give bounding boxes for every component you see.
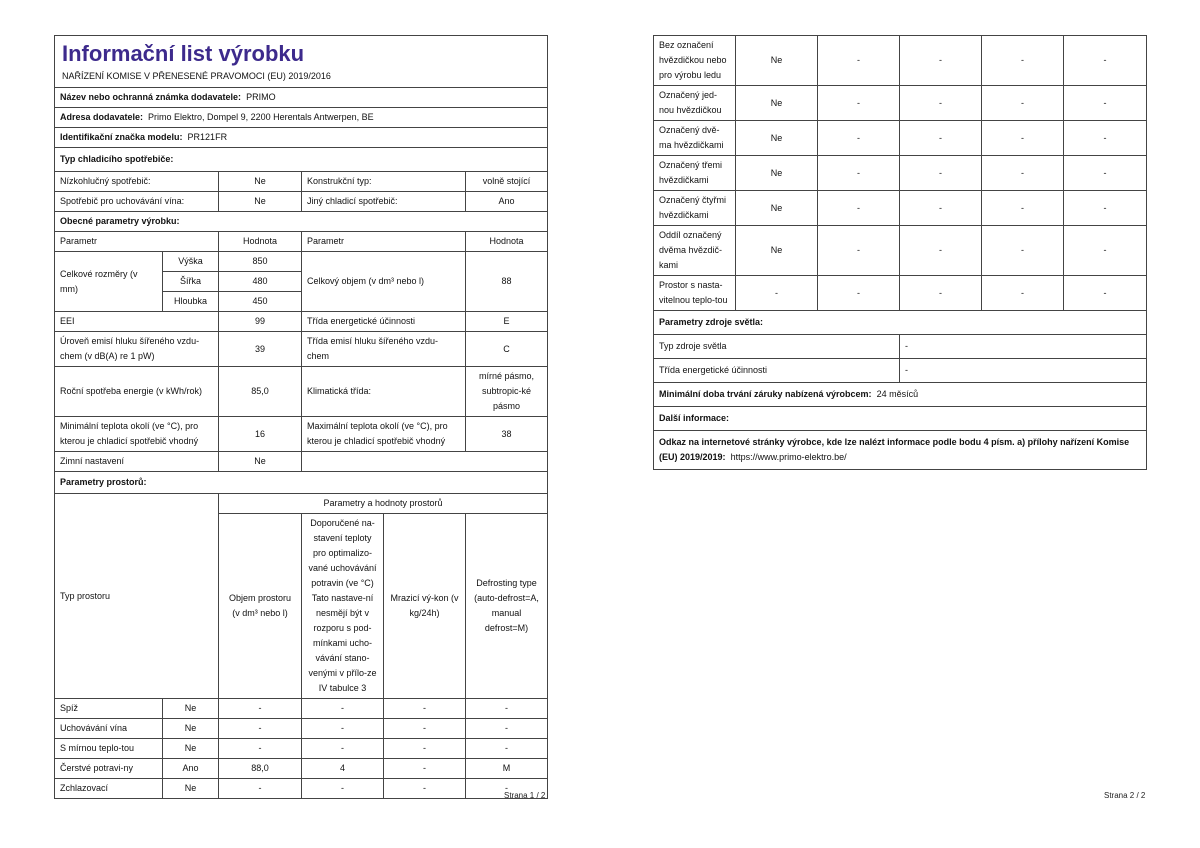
light-class-label: Třída energetické účinnosti [654,359,900,383]
compartment-volume: - [818,86,900,121]
compartment-temp: - [302,739,384,759]
model-label: Identifikační značka modelu: [60,132,183,142]
compartment-defrost: - [466,719,548,739]
depth-label: Hloubka [163,292,219,312]
compartment-present: Ne [163,699,219,719]
other-appliance-value: Ano [466,192,548,212]
other-appliance-label: Jiný chladicí spotřebič: [302,192,466,212]
compartment-defrost: - [1064,226,1147,276]
compartment-params-header: Parametry prostorů: [55,472,548,494]
min-ambient-temp-label: Minimální teplota okolí (ve °C), pro kterou je chladicí spotřebič vhodný [55,417,219,452]
compartment-freeze: - [982,191,1064,226]
compartment-row [654,86,1147,121]
compartment-present: Ne [163,779,219,799]
compartment-present: Ne [736,191,818,226]
compartment-freeze: - [384,739,466,759]
compartment-volume: - [818,191,900,226]
more-info-header: Další informace: [654,407,1147,431]
height-label: Výška [163,252,219,272]
compartment-name: Zchlazovací [55,779,163,799]
climate-class-label: Klimatická třída: [302,367,466,417]
compartment-present: Ne [736,86,818,121]
compartment-present: Ne [163,739,219,759]
compartment-freeze: - [982,36,1064,86]
noise-class-value: C [466,332,548,367]
supplier-value: PRIMO [246,92,276,102]
compartment-present: Ne [163,719,219,739]
compartment-temp: - [900,36,982,86]
page-number: Strana 1 / 2 [504,791,546,800]
compartment-name: Čerstvé potravi-ny [55,759,163,779]
width-label: Šířka [163,272,219,292]
model-row [55,128,548,148]
product-info-sheet-page-2 [653,35,1147,470]
manufacturer-link[interactable]: https://www.primo-elektro.be/ [730,452,847,462]
design-type-value: volně stojící [466,172,548,192]
compartment-volume: - [818,36,900,86]
compartment-freeze: - [982,156,1064,191]
value-column-header: Hodnota [219,232,302,252]
compartment-type-header: Typ prostoru [55,494,219,699]
compartment-volume: 88,0 [219,759,302,779]
compartment-present: Ne [736,156,818,191]
design-type-label: Konstrukční typ: [302,172,466,192]
climate-class-value: mírné pásmo, subtropic-ké pásmo [466,367,548,417]
param-column-header: Parametr [55,232,219,252]
compartment-name: Bez označení hvězdičkou nebo pro výrobu ledu [654,36,736,86]
compartment-volume: - [818,226,900,276]
compartment-volume: - [219,719,302,739]
annual-energy-value: 85,0 [219,367,302,417]
compartment-temp: - [900,226,982,276]
wine-storage-label: Spotřebič pro uchovávání vína: [55,192,219,212]
total-volume-label: Celkový objem (v dm³ nebo l) [302,252,466,312]
winter-setting-value: Ne [219,452,302,472]
recommended-temp-header: Doporučené na-stavení teploty pro optimalizo-vané uchovávání potravin (ve °C) Tato nastave-ní nesmějí být v rozporu s pod-mínkami ucho-vávání stano-venými v přílo-ze IV tabulce 3 [302,514,384,699]
regulation-reference: NAŘÍZENÍ KOMISE V PŘENESENÉ PRAVOMOCI (EU) 2019/2016 [55,69,548,88]
compartment-name: Oddíl označený dvěma hvězdič-kami [654,226,736,276]
low-noise-label: Nízkohlučný spotřebič: [55,172,219,192]
defrost-type-header: Defrosting type (auto-defrost=A, manual defrost=M) [466,514,548,699]
compartment-freeze: - [384,719,466,739]
energy-class-label: Třída energetické účinnosti [302,312,466,332]
compartment-row [55,719,548,739]
compartment-name: Označený dvě-ma hvězdičkami [654,121,736,156]
light-type-label: Typ zdroje světla [654,335,900,359]
appliance-type-header: Typ chladicího spotřebiče: [55,148,548,172]
compartment-present: - [736,276,818,311]
warranty-label: Minimální doba trvání záruky nabízená výrobcem: [659,389,872,399]
compartment-freeze: - [982,121,1064,156]
compartment-row [654,121,1147,156]
compartment-row [654,156,1147,191]
low-noise-value: Ne [219,172,302,192]
compartment-defrost: - [466,699,548,719]
compartment-row [654,226,1147,276]
compartment-row [55,759,548,779]
compartment-defrost: - [1064,276,1147,311]
compartment-freeze: - [384,759,466,779]
compartment-defrost: - [466,739,548,759]
compartment-temp: - [302,719,384,739]
compartment-present: Ne [736,226,818,276]
compartment-name: Označený třemi hvězdičkami [654,156,736,191]
warranty-row [654,383,1147,407]
compartment-volume: - [219,739,302,759]
compartment-freeze: - [384,699,466,719]
compartment-defrost: M [466,759,548,779]
noise-emission-label: Úroveň emisí hluku šířeného vzdu-chem (v dB(A) re 1 pW) [55,332,219,367]
compartment-freeze: - [384,779,466,799]
compartment-name: S mírnou teplo-tou [55,739,163,759]
address-value: Primo Elektro, Dompel 9, 2200 Herentals Antwerpen, BE [148,112,374,122]
compartment-volume: - [818,156,900,191]
eei-label: EEI [55,312,219,332]
compartment-row [654,36,1147,86]
winter-setting-label: Zimní nastavení [55,452,219,472]
annual-energy-label: Roční spotřeba energie (v kWh/rok) [55,367,219,417]
compartment-volume: - [818,121,900,156]
compartment-row [55,699,548,719]
compartment-freeze: - [982,226,1064,276]
compartment-row [55,779,548,799]
compartment-present: Ne [736,121,818,156]
compartment-present: Ne [736,36,818,86]
compartment-defrost: - [1064,36,1147,86]
compartment-name: Označený čtyřmi hvězdičkami [654,191,736,226]
compartment-defrost: - [1064,121,1147,156]
compartment-temp: - [900,156,982,191]
compartment-volume-header: Objem prostoru (v dm³ nebo l) [219,514,302,699]
wine-storage-value: Ne [219,192,302,212]
compartment-defrost: - [1064,191,1147,226]
supplier-label: Název nebo ochranná známka dodavatele: [60,92,242,102]
compartment-name: Spíž [55,699,163,719]
eei-value: 99 [219,312,302,332]
compartment-name: Označený jed-nou hvězdičkou [654,86,736,121]
height-value: 850 [219,252,302,272]
light-type-value: - [900,335,1147,359]
compartment-defrost: - [466,779,548,799]
value-column-header-2: Hodnota [466,232,548,252]
compartment-volume: - [219,779,302,799]
compartment-params-subheader: Parametry a hodnoty prostorů [219,494,548,514]
manufacturer-link-row [654,431,1147,470]
noise-class-label: Třída emisí hluku šířeného vzdu-chem [302,332,466,367]
min-ambient-temp-value: 16 [219,417,302,452]
param-column-header-2: Parametr [302,232,466,252]
compartment-temp: - [900,121,982,156]
compartment-temp: - [302,779,384,799]
warranty-value: 24 měsíců [876,389,919,399]
total-volume-value: 88 [466,252,548,312]
page-number: Strana 2 / 2 [1104,791,1146,800]
compartment-temp: - [302,699,384,719]
light-source-header: Parametry zdroje světla: [654,311,1147,335]
compartment-freeze: - [982,86,1064,121]
compartment-temp: - [900,86,982,121]
dimensions-label: Celkové rozměry (v mm) [55,252,163,312]
compartment-defrost: - [1064,156,1147,191]
compartment-volume: - [219,699,302,719]
supplier-row [55,88,548,108]
address-label: Adresa dodavatele: [60,112,144,122]
compartment-defrost: - [1064,86,1147,121]
manufacturer-link-label: Odkaz na internetové stránky výrobce, kde lze nalézt informace podle bodu 4 písm. a) přílohy nařízení Komise (EU) 2019/2019: [659,437,1130,462]
compartment-row [55,739,548,759]
compartment-row [654,276,1147,311]
compartment-name: Prostor s nasta-vitelnou teplo-tou [654,276,736,311]
compartment-row [654,191,1147,226]
compartment-temp: - [900,191,982,226]
compartment-name: Uchovávání vína [55,719,163,739]
compartment-volume: - [818,276,900,311]
page-title: Informační list výrobku [55,36,548,70]
compartment-freeze: - [982,276,1064,311]
light-class-value: - [900,359,1147,383]
depth-value: 450 [219,292,302,312]
noise-emission-value: 39 [219,332,302,367]
freezing-capacity-header: Mrazicí vý-kon (v kg/24h) [384,514,466,699]
max-ambient-temp-value: 38 [466,417,548,452]
compartment-temp: - [900,276,982,311]
product-info-sheet-page-1 [54,35,548,799]
general-params-header: Obecné parametry výrobku: [55,212,548,232]
energy-class-value: E [466,312,548,332]
address-row [55,108,548,128]
width-value: 480 [219,272,302,292]
compartment-temp: 4 [302,759,384,779]
model-value: PR121FR [187,132,228,142]
compartment-present: Ano [163,759,219,779]
max-ambient-temp-label: Maximální teplota okolí (ve °C), pro kterou je chladicí spotřebič vhodný [302,417,466,452]
